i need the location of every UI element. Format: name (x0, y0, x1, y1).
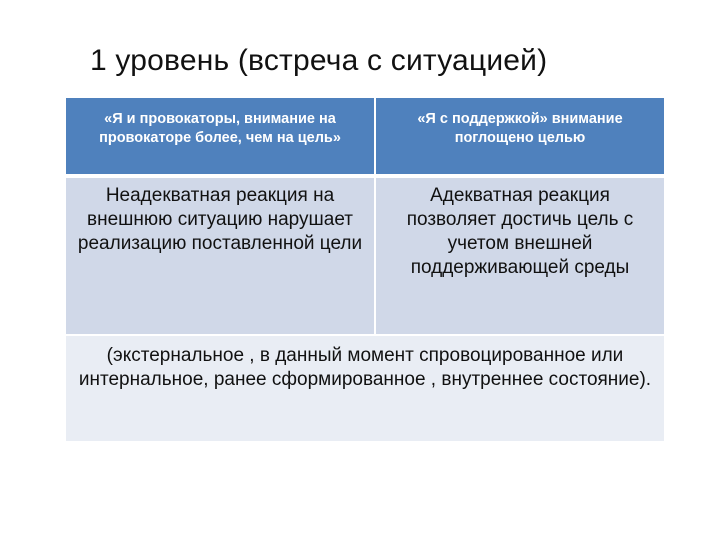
merged-cell-state-note: (экстернальное , в данный момент спровоцированное или интернальное, ранее сформированное , внутреннее состояние). (66, 336, 664, 441)
column-divider (374, 98, 376, 334)
header-cell-support: «Я с поддержкой» внимание поглощено целью (376, 98, 664, 174)
comparison-table (66, 98, 664, 441)
cell-adequate-reaction: Адекватная реакция позволяет достичь цель с учетом внешней поддерживающей среды (376, 178, 664, 334)
header-cell-provocateurs: «Я и провокаторы, внимание на провокаторе более, чем на цель» (66, 98, 374, 174)
slide-title: 1 уровень (встреча с ситуацией) (90, 44, 548, 77)
cell-inadequate-reaction: Неадекватная реакция на внешнюю ситуацию нарушает реализацию поставленной цели (66, 178, 374, 334)
